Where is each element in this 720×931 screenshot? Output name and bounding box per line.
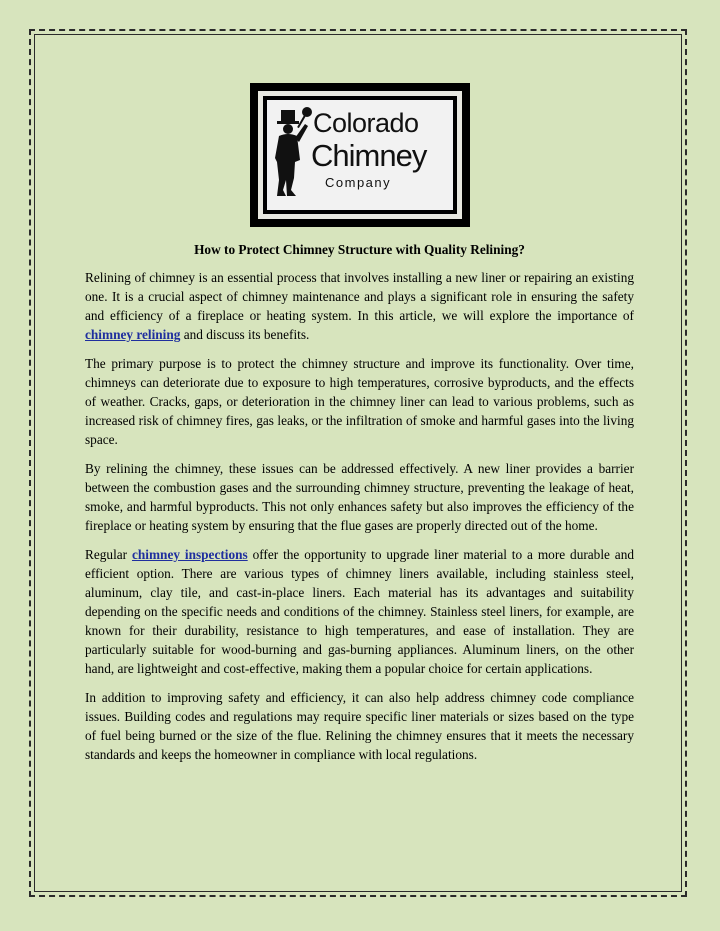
chimney-inspections-link[interactable]: chimney inspections — [131, 547, 248, 562]
paragraph-compliance: In addition to improving safety and efficiency, it can also help address chimney code compliance issues. Building codes and regulations may require specific liner materials or sizes based on the type of fuel being burned or the size of the flue. Relining the chimney ensures that it meets the necessary standards and keeps the homeowner in compliance with local regulations. — [85, 690, 634, 762]
paragraph-purpose: The primary purpose is to protect the chimney structure and improve its functionality. Over time, chimneys can deteriorate due to exposure to high temperatures, corrosive byproducts, and the effects of weather. Cracks, gaps, or deterioration in the chimney liner can lead to various problems, such as increased risk of chimney fires, gas leaks, or the infiltration of smoke and harmful gases into the living space. — [85, 356, 634, 447]
paragraph-text: and discuss its benefits. — [180, 327, 310, 342]
paragraph-text: Regular — [85, 547, 132, 562]
article-body — [85, 240, 634, 774]
article-title: How to Protect Chimney Structure with Quality Relining? — [194, 242, 525, 257]
logo-panel — [267, 100, 453, 210]
logo-text-line2: Chimney — [311, 138, 427, 173]
paragraph-relining: By relining the chimney, these issues can be addressed effectively. A new liner provides a barrier between the combustion gases and the surrounding chimney structure, preventing the leakage of heat, smoke, and harmful byproducts. This not only enhances safety but also improves the efficiency of the fireplace or heating system by ensuring that the flue gases are properly directed out of the home. — [85, 461, 634, 533]
chimney-relining-link[interactable]: chimney relining — [85, 327, 181, 342]
company-logo — [250, 83, 470, 227]
paragraph-text: offer the opportunity to upgrade liner material to a more durable and efficient option. There are various types of chimney liners available, including stainless steel, aluminum, clay tile, and cast-in-place liners. Each material has its advantages and suitability depending on the specific needs and conditions of the chimney. Stainless steel liners, for example, are known for their durability, resistance to high temperatures, and ease of installation. They are particularly suitable for wood-burning and gas-burning appliances. Aluminum liners, on the other hand, are lightweight and cost-effective, making them a popular choice for certain applications. — [85, 547, 635, 676]
logo-text-line1: Colorado — [313, 108, 419, 138]
paragraph-inspections — [85, 545, 634, 678]
paragraph-intro — [85, 268, 634, 344]
logo-text-line3: Company — [325, 175, 392, 190]
paragraph-text: Relining of chimney is an essential process that involves installing a new liner or repairing an existing one. It is a crucial aspect of chimney maintenance and plays a significant role in ensuring the safety and efficiency of a fireplace or heating system. In this article, we will explore the importance of — [85, 270, 634, 323]
